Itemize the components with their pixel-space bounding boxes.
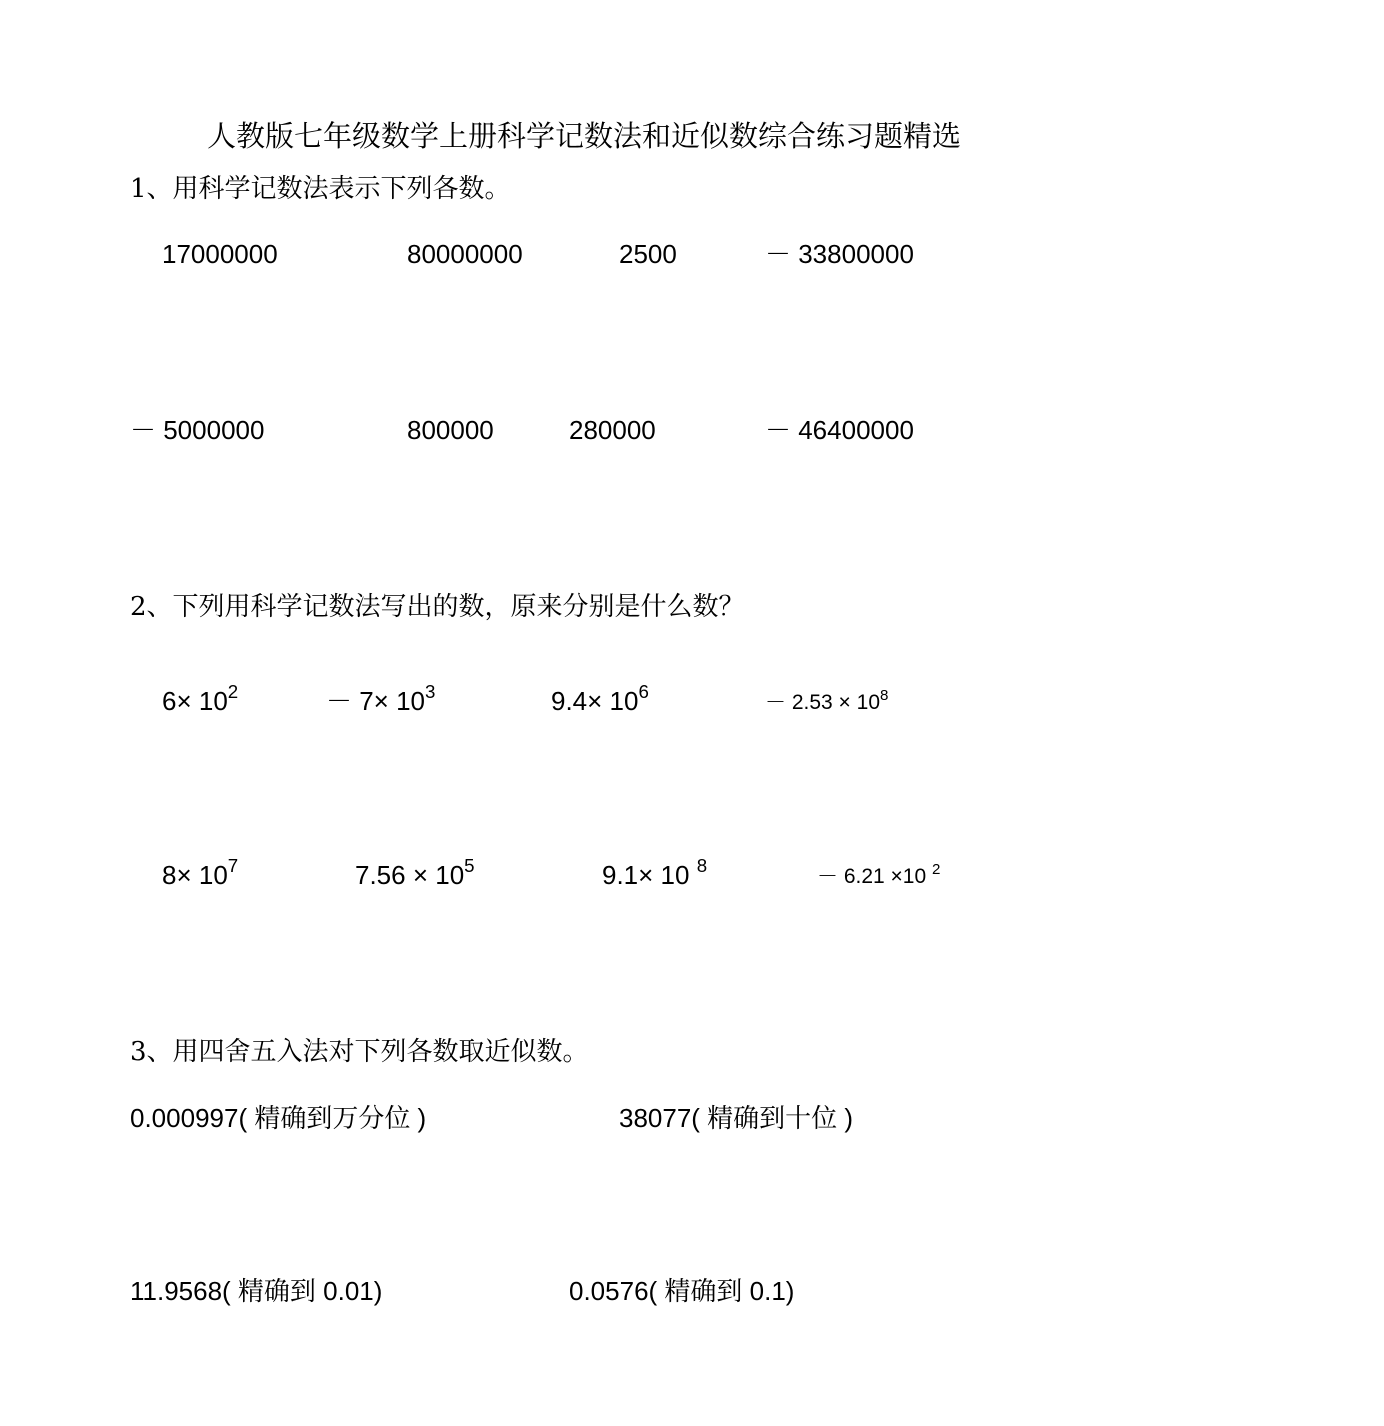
q2-item-base: 7.56 × 10 — [355, 860, 465, 890]
question-2-heading: 2、下列用科学记数法写出的数，原来分别是什么数？ — [130, 592, 745, 622]
q2-item-base: － 2.53 × 10 — [765, 691, 880, 714]
q1-item: － 33800000 — [765, 239, 914, 269]
q2-item — [326, 681, 436, 716]
q1-item: 800000 — [407, 415, 494, 445]
q2-item-base: 8× 10 — [162, 860, 228, 890]
q1-item: － 46400000 — [765, 415, 914, 445]
q3-item: 0.000997( 精确到万分位 ) — [130, 1103, 427, 1133]
page-title: 人教版七年级数学上册科学记数法和近似数综合练习题精选 — [207, 119, 962, 153]
q2-item-exponent: 5 — [464, 855, 475, 877]
q2-item-exponent: 6 — [638, 681, 649, 703]
q2-item-base: 9.4× 10 — [551, 686, 639, 716]
q2-item — [551, 681, 649, 716]
q1-item: － 5000000 — [130, 415, 265, 445]
question-3-heading: 3、用四舍五入法对下列各数取近似数。 — [130, 1037, 589, 1067]
q2-item-exponent: 2 — [932, 860, 941, 878]
q2-item-exponent: 2 — [227, 681, 239, 703]
q2-item-exponent: 8 — [696, 855, 708, 877]
q3-item: 11.9568( 精确到 0.01) — [130, 1276, 383, 1306]
q2-item — [765, 686, 889, 714]
q2-item-exponent: 8 — [880, 686, 889, 704]
q2-item-base: 6× 10 — [162, 686, 228, 716]
q3-item: 0.0576( 精确到 0.1) — [569, 1276, 795, 1306]
q2-item-base: － 6.21 ×10 — [817, 865, 932, 888]
q2-item — [162, 855, 239, 890]
q2-item-exponent: 7 — [227, 855, 239, 877]
q1-item: 280000 — [569, 415, 656, 445]
q3-item: 38077( 精确到十位 ) — [619, 1103, 854, 1133]
q2-item-base: 9.1× 10 — [602, 860, 697, 890]
q1-item: 2500 — [619, 239, 677, 269]
q2-item — [162, 681, 239, 716]
q2-item — [355, 855, 475, 890]
q2-item — [817, 860, 941, 888]
q1-item: 80000000 — [407, 239, 523, 269]
q2-item — [602, 855, 708, 890]
q2-item-base: － 7× 10 — [326, 686, 426, 716]
q2-item-exponent: 3 — [425, 681, 436, 703]
q1-item: 17000000 — [162, 239, 278, 269]
question-1-heading: 1、用科学记数法表示下列各数。 — [130, 174, 511, 204]
